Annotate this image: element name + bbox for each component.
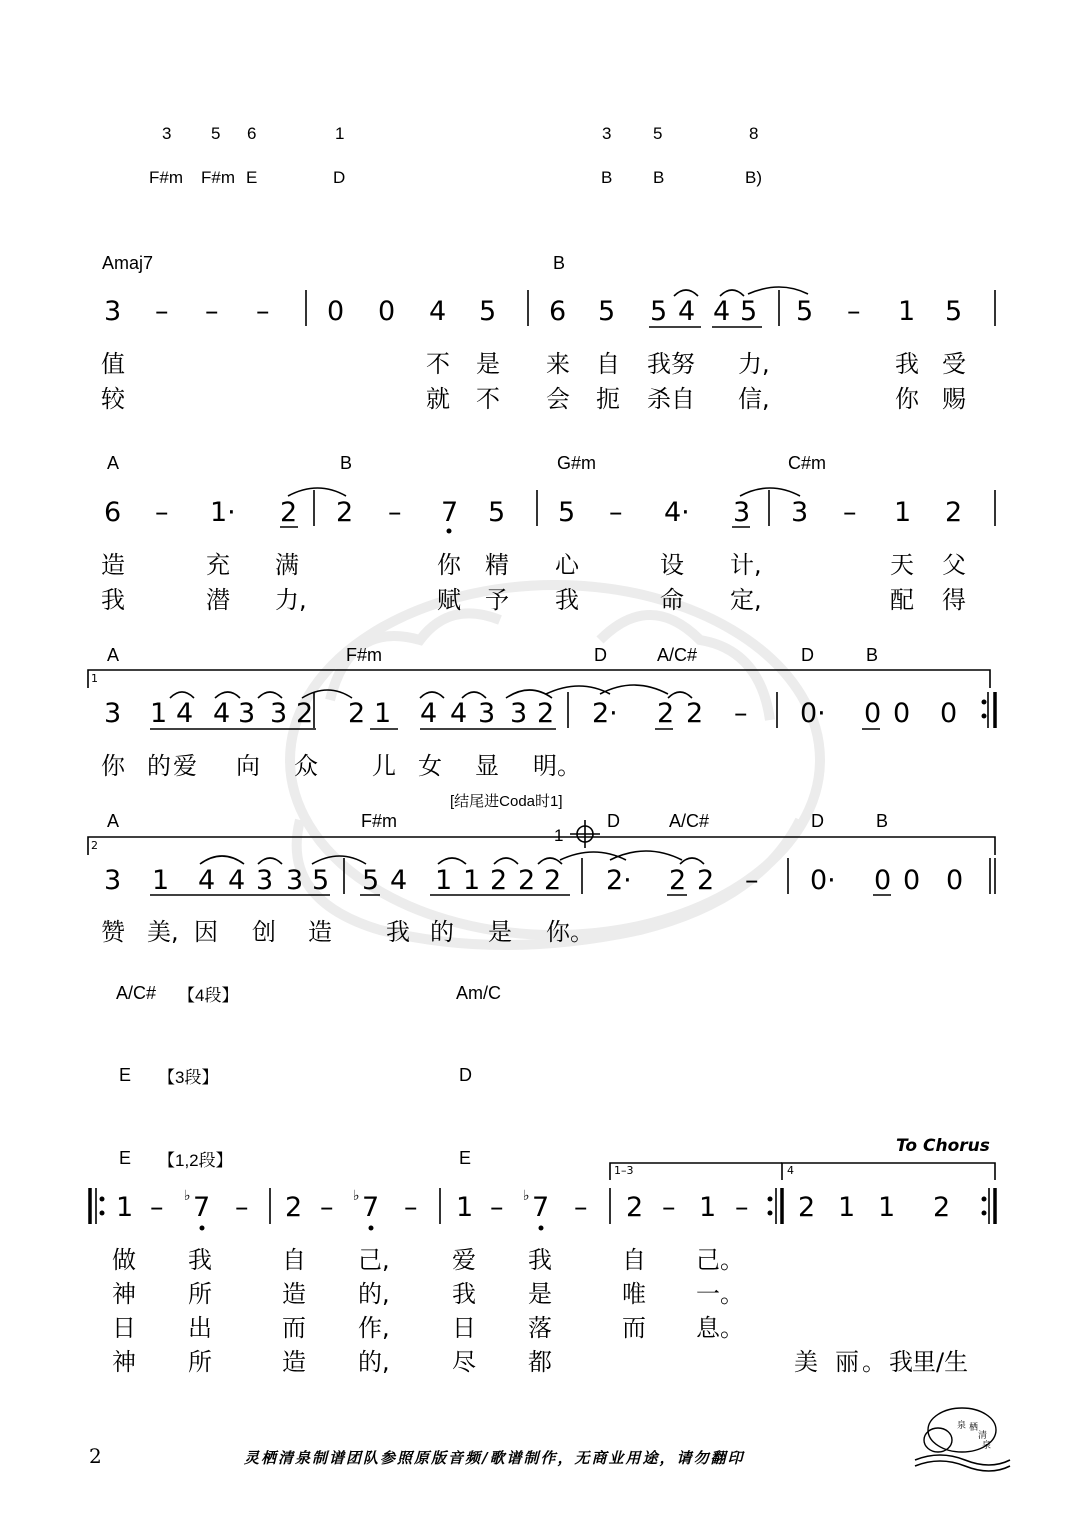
- lyric: 我: [555, 586, 579, 614]
- lyric: 儿: [372, 752, 396, 780]
- note: 1: [150, 698, 168, 729]
- lyric: 都: [528, 1348, 552, 1376]
- tie: [600, 685, 668, 694]
- lyric: 女: [418, 752, 442, 780]
- lyric: 的,: [358, 1348, 390, 1376]
- note: –: [574, 1192, 588, 1223]
- note: 2: [697, 865, 715, 896]
- note: 4: [450, 698, 468, 729]
- chord-label: B: [866, 645, 879, 665]
- lyric: 就: [426, 385, 450, 413]
- lyric: 是: [476, 350, 500, 378]
- note: 2: [285, 1192, 303, 1223]
- lyric: 造: [308, 918, 332, 946]
- top-number: 5: [653, 124, 663, 143]
- top-chord: B): [745, 168, 762, 187]
- note: 0: [864, 698, 882, 729]
- tie: [258, 858, 282, 864]
- coda-number: 1: [554, 826, 564, 845]
- note: 0: [903, 865, 921, 896]
- lyric: 潜: [206, 586, 230, 614]
- tie: [312, 856, 366, 864]
- lyric: 爱: [452, 1246, 476, 1274]
- coda-instruction: [结尾进Coda时1]: [450, 793, 563, 810]
- chord-label: A/C#: [669, 811, 710, 831]
- logo-char: 清: [978, 1431, 988, 1441]
- note: 3: [791, 497, 809, 528]
- note: 1: [894, 497, 912, 528]
- lyric: 设: [660, 551, 684, 579]
- lyric: 美,: [147, 918, 179, 946]
- note: 0: [874, 865, 892, 896]
- note: 5: [312, 865, 330, 896]
- chord-label: B: [876, 811, 889, 831]
- note: 3: [510, 698, 528, 729]
- chord-label: D: [811, 811, 824, 831]
- ending-bracket: [88, 670, 990, 688]
- lyric: 天: [890, 551, 914, 579]
- top-number: 3: [602, 124, 612, 143]
- lyric: 命: [660, 586, 684, 614]
- note: 1: [152, 865, 170, 896]
- chord-label: G#m: [557, 453, 597, 473]
- lyric: 你。: [546, 918, 594, 946]
- lyric: 的,: [358, 1280, 390, 1308]
- top-chord: E: [246, 168, 258, 187]
- note: 7: [441, 497, 459, 528]
- note: 0: [893, 698, 911, 729]
- note: 6: [549, 296, 567, 327]
- to-chorus-label: To Chorus: [896, 1136, 990, 1156]
- lyric: 不: [476, 385, 500, 413]
- lyric: 自: [282, 1246, 306, 1274]
- note: –: [734, 698, 748, 729]
- note: 5: [479, 296, 497, 327]
- note: –: [150, 1192, 164, 1223]
- chord-label: A: [107, 811, 120, 831]
- lyric: 所: [188, 1280, 212, 1308]
- note: 3: [238, 698, 256, 729]
- note: 1: [374, 698, 392, 729]
- lyric: 赋: [437, 586, 461, 614]
- lyric: 的: [430, 918, 454, 946]
- lyric: 赐: [942, 385, 966, 413]
- note: 2: [626, 1192, 644, 1223]
- page-number: 2: [89, 1444, 102, 1468]
- note: 5: [650, 296, 668, 327]
- note: 4·: [664, 497, 690, 528]
- lyric: 明。: [533, 752, 581, 780]
- logo-char: 栖: [969, 1423, 979, 1433]
- note: 2: [490, 865, 508, 896]
- chord-label: Am/C: [456, 983, 501, 1003]
- tie: [506, 690, 552, 698]
- lyric: 父: [942, 551, 966, 579]
- lyric: 日: [452, 1314, 476, 1342]
- note: 7: [362, 1192, 380, 1223]
- note: –: [609, 497, 623, 528]
- lyric: 信,: [738, 385, 770, 413]
- lyric: 做: [112, 1246, 136, 1274]
- lyric: 我努: [647, 350, 695, 378]
- note: 1: [699, 1192, 717, 1223]
- lyric: 予: [485, 586, 509, 614]
- top-number: 8: [749, 124, 759, 143]
- tie: [200, 856, 244, 864]
- note: 1: [435, 865, 453, 896]
- lyric: 尽: [452, 1348, 476, 1376]
- ending-bracket: [88, 837, 995, 855]
- logo-char: 泉: [982, 1441, 992, 1451]
- tie: [610, 851, 682, 860]
- note: 5: [598, 296, 616, 327]
- tie: [740, 488, 800, 496]
- note: 5: [945, 296, 963, 327]
- tie: [560, 852, 626, 860]
- note: 4: [176, 698, 194, 729]
- note: 7: [193, 1192, 211, 1223]
- lyric: 众: [294, 752, 318, 780]
- note: 2·: [606, 865, 632, 896]
- note: 2: [296, 698, 314, 729]
- ending-bracket: [610, 1163, 782, 1180]
- lyric: 充: [206, 551, 230, 579]
- lyric: 因: [194, 918, 218, 946]
- note: 3: [104, 865, 122, 896]
- logo-wave: [915, 1461, 1010, 1471]
- lyric: 造: [282, 1280, 306, 1308]
- note: 4: [198, 865, 216, 896]
- note: 2: [348, 698, 366, 729]
- lyric: 日: [112, 1314, 136, 1342]
- lyric: 你: [437, 551, 461, 579]
- lyric: 较: [101, 385, 125, 413]
- note: 0: [378, 296, 396, 327]
- note: 3: [286, 865, 304, 896]
- lyric: 我: [101, 586, 125, 614]
- note: 2: [686, 698, 704, 729]
- note: 3: [104, 698, 122, 729]
- chord-label: B: [553, 253, 566, 273]
- lyric: 你: [101, 752, 125, 780]
- note: 3: [104, 296, 122, 327]
- top-chord: F#m: [149, 168, 183, 187]
- note: –: [205, 296, 219, 327]
- lyric: 丽。我: [835, 1348, 916, 1376]
- lyric: 美: [794, 1348, 818, 1376]
- lyric: 值: [101, 350, 125, 378]
- verse-label: 【4段】: [178, 986, 239, 1005]
- lyric: 而: [622, 1314, 646, 1342]
- lyric: 所: [188, 1348, 212, 1376]
- top-number: 5: [211, 124, 221, 143]
- note: 4: [713, 296, 731, 327]
- tie: [538, 858, 562, 864]
- lyric: 向: [236, 752, 260, 780]
- verse-label: 【1,2段】: [158, 1151, 233, 1170]
- ending-number: 1: [91, 672, 98, 685]
- note: 1·: [210, 497, 236, 528]
- lyric: 我: [895, 350, 919, 378]
- verse-label: 【3段】: [158, 1068, 219, 1087]
- flat-icon: ♭: [184, 1188, 191, 1204]
- tie: [748, 287, 808, 294]
- note: 0·: [800, 698, 826, 729]
- chord-label: D: [607, 811, 620, 831]
- top-number: 3: [162, 124, 172, 143]
- note: 2: [657, 698, 675, 729]
- lyric: 造: [282, 1348, 306, 1376]
- note: 5: [796, 296, 814, 327]
- lyric: 不: [426, 350, 450, 378]
- lyric: 我: [188, 1246, 212, 1274]
- note: 1: [878, 1192, 896, 1223]
- lyric: 心: [555, 551, 579, 579]
- note: 5: [558, 497, 576, 528]
- ending-bracket: [782, 1163, 995, 1180]
- note: –: [388, 497, 402, 528]
- note: 1: [838, 1192, 856, 1223]
- lyric: 力,: [738, 350, 770, 378]
- note: –: [155, 497, 169, 528]
- note: –: [490, 1192, 504, 1223]
- footer-credit: 灵栖清泉制谱团队参照原版音频/歌谱制作，无商业用途，请勿翻印: [244, 1449, 745, 1467]
- chord-label: B: [340, 453, 353, 473]
- tie: [302, 690, 352, 698]
- note: –: [256, 296, 270, 327]
- note: 1: [456, 1192, 474, 1223]
- lyric: 造: [101, 551, 125, 579]
- note: 5: [740, 296, 758, 327]
- top-chord: B: [601, 168, 613, 187]
- note: –: [235, 1192, 249, 1223]
- note: 2: [945, 497, 963, 528]
- note: 1: [898, 296, 916, 327]
- chord-label: D: [801, 645, 814, 665]
- tie: [680, 858, 704, 864]
- lyric: 自: [596, 350, 620, 378]
- lyric: 唯: [622, 1280, 646, 1308]
- chord-label: A/C#: [657, 645, 698, 665]
- note: 0·: [810, 865, 836, 896]
- note: 2: [544, 865, 562, 896]
- chord-label: Amaj7: [102, 253, 154, 273]
- lyric: 自: [622, 1246, 646, 1274]
- flat-icon: ♭: [523, 1188, 530, 1204]
- note: 3: [270, 698, 288, 729]
- note: 4: [228, 865, 246, 896]
- note: –: [320, 1192, 334, 1223]
- note: 2: [280, 497, 298, 528]
- note: –: [843, 497, 857, 528]
- chord-label: A/C#: [116, 983, 157, 1003]
- lyric: 受: [942, 350, 966, 378]
- lyric: 得: [942, 586, 966, 614]
- chord-label: A: [107, 453, 120, 473]
- note: 1: [463, 865, 481, 896]
- note: –: [155, 296, 169, 327]
- note: 3: [733, 497, 751, 528]
- note: 4: [429, 296, 447, 327]
- note: –: [662, 1192, 676, 1223]
- lyric: 精: [485, 551, 509, 579]
- lyric: 计,: [730, 551, 762, 579]
- top-number: 6: [247, 124, 257, 143]
- note: 2: [669, 865, 687, 896]
- note: 3: [256, 865, 274, 896]
- chord-label: E: [119, 1065, 132, 1085]
- lyric: 是: [488, 918, 512, 946]
- logo-wave: [915, 1455, 1010, 1465]
- lyric: 配: [890, 586, 914, 614]
- lyric: 我: [386, 918, 410, 946]
- lyric: 落: [528, 1314, 552, 1342]
- note: 3: [478, 698, 496, 729]
- chord-label: F#m: [346, 645, 382, 665]
- note: 6: [104, 497, 122, 528]
- lyric: 你: [895, 385, 919, 413]
- chord-label: E: [119, 1148, 132, 1168]
- note: –: [404, 1192, 418, 1223]
- tie: [546, 686, 610, 694]
- lyric: 神: [112, 1280, 136, 1308]
- ending-number: 2: [91, 839, 98, 852]
- top-number: 1: [335, 124, 345, 143]
- lyric: 己,: [358, 1246, 390, 1274]
- note: 4: [390, 865, 408, 896]
- note: 4: [213, 698, 231, 729]
- lyric: 满: [275, 551, 299, 579]
- flat-icon: ♭: [353, 1188, 360, 1204]
- note: 4: [420, 698, 438, 729]
- note: 1: [116, 1192, 134, 1223]
- lyric: 里/生: [912, 1348, 969, 1376]
- note: –: [847, 296, 861, 327]
- lyric: 扼: [596, 385, 620, 413]
- lyric: 一。: [696, 1280, 744, 1308]
- logo-char: 泉: [957, 1421, 967, 1431]
- lyric: 出: [188, 1314, 212, 1342]
- note: –: [745, 865, 759, 896]
- chord-label: D: [459, 1065, 472, 1085]
- lyric: 我: [528, 1246, 552, 1274]
- note: 2: [537, 698, 555, 729]
- lyric: 创: [252, 918, 276, 946]
- note: 2: [518, 865, 536, 896]
- note: –: [735, 1192, 749, 1223]
- note: 5: [488, 497, 506, 528]
- lyric: 息。: [696, 1314, 744, 1342]
- lyric: 神: [112, 1348, 136, 1376]
- lyric: 是: [528, 1280, 552, 1308]
- top-chord: F#m: [201, 168, 235, 187]
- note: 2: [933, 1192, 951, 1223]
- chord-label: A: [107, 645, 120, 665]
- ending-number: 1–3: [614, 1164, 634, 1177]
- chord-label: E: [459, 1148, 472, 1168]
- lyric: 而: [282, 1314, 306, 1342]
- lyric: 己。: [696, 1246, 744, 1274]
- tie: [438, 858, 466, 864]
- note: 0: [946, 865, 964, 896]
- lyric: 杀自: [647, 385, 695, 413]
- lyric: 来: [546, 350, 570, 378]
- note: 5: [362, 865, 380, 896]
- lyric: 定,: [730, 586, 762, 614]
- tie: [494, 858, 518, 864]
- lyric: 赞: [101, 918, 125, 946]
- note: 4: [678, 296, 696, 327]
- lyric: 我: [452, 1280, 476, 1308]
- lyric: 的爱: [147, 752, 199, 780]
- note: 2: [336, 497, 354, 528]
- lyric: 力,: [275, 586, 307, 614]
- note: 2·: [592, 698, 618, 729]
- lyric: 显: [475, 752, 499, 780]
- ending-number: 4: [787, 1164, 794, 1177]
- note: 0: [327, 296, 345, 327]
- lyric: 会: [546, 385, 570, 413]
- top-chord: B: [653, 168, 665, 187]
- note: 0: [940, 698, 958, 729]
- note: 2: [798, 1192, 816, 1223]
- chord-label: D: [594, 645, 607, 665]
- chord-label: C#m: [788, 453, 827, 473]
- tie: [288, 488, 346, 496]
- lyric: 作,: [358, 1314, 390, 1342]
- note: 7: [532, 1192, 550, 1223]
- chord-label: F#m: [361, 811, 397, 831]
- top-chord: D: [333, 168, 346, 187]
